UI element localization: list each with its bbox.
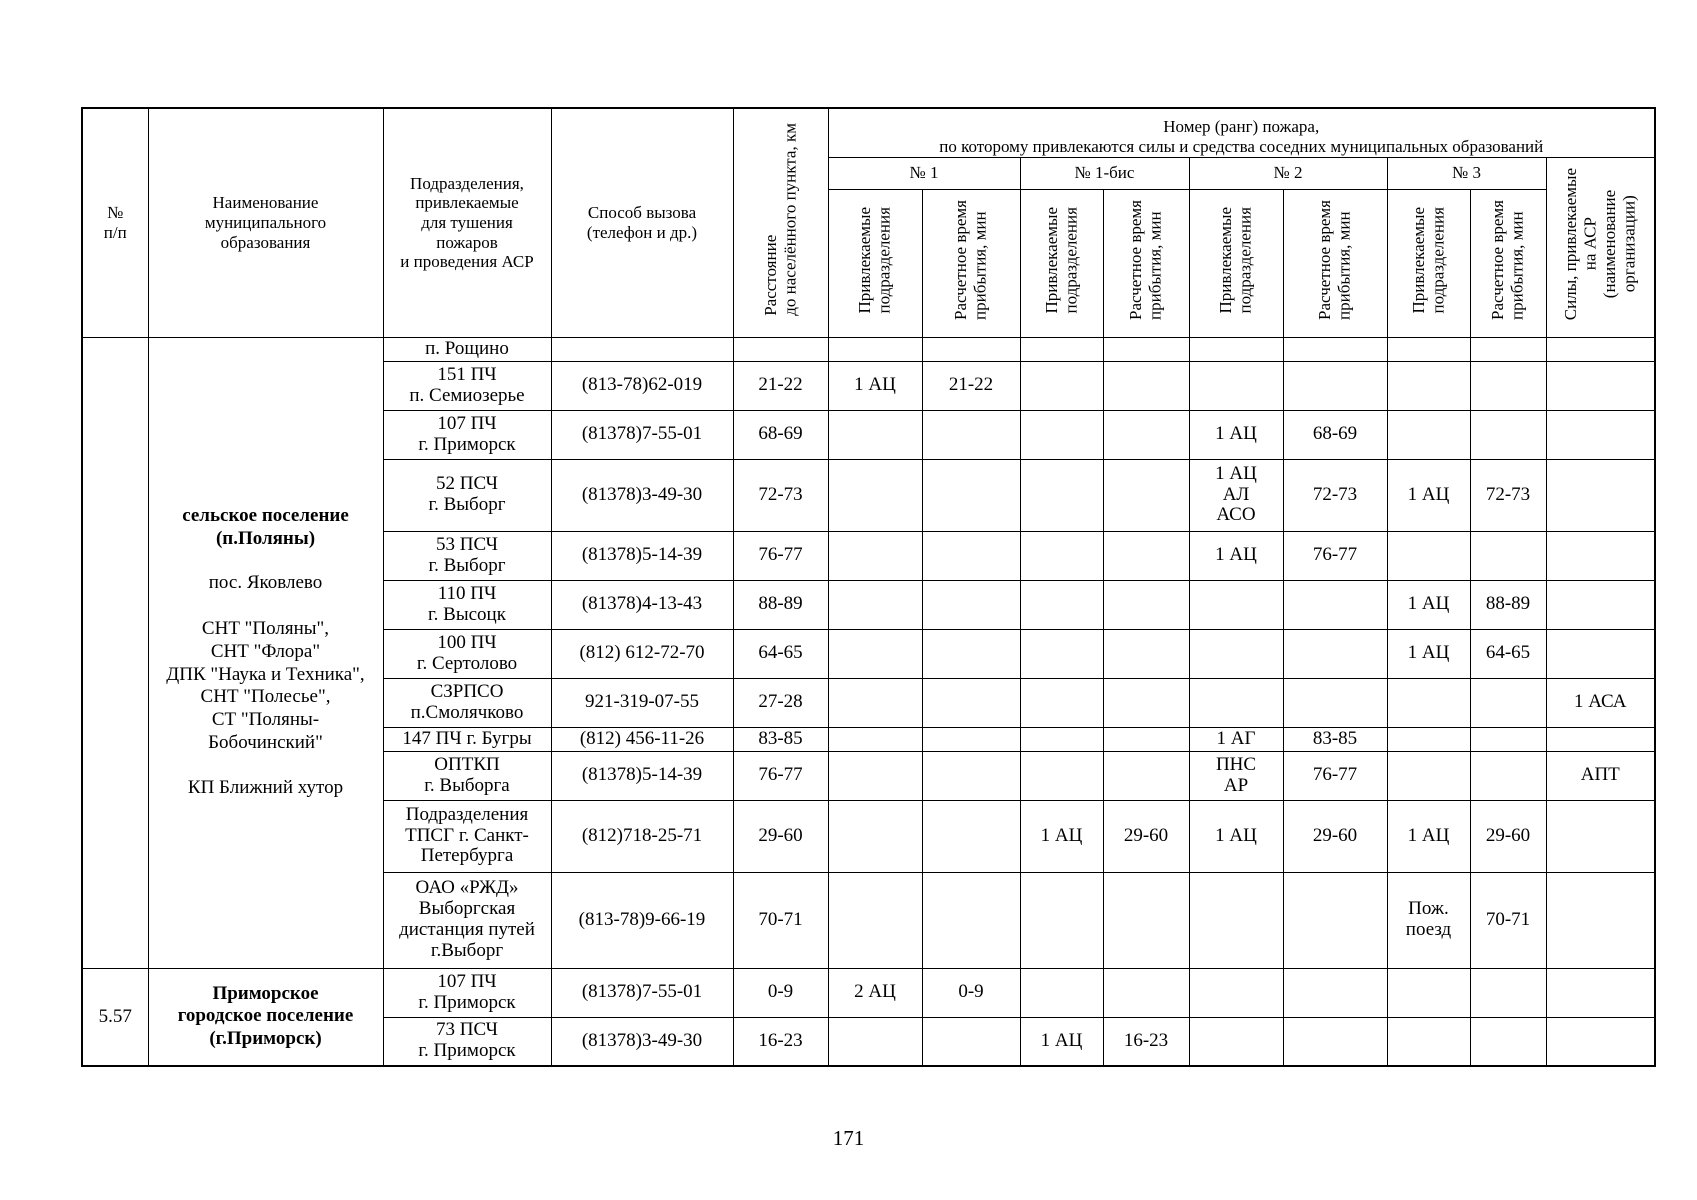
- rank1bis-units-cell: [1020, 531, 1103, 580]
- rank2-units-cell: ПНС АР: [1189, 751, 1283, 800]
- distance-cell: 27-28: [733, 678, 828, 727]
- rank1bis-time-cell: [1103, 531, 1189, 580]
- rank3-units-cell: [1387, 968, 1470, 1017]
- unit-cell: ОПТКП г. Выборга: [383, 751, 551, 800]
- unit-cell: 147 ПЧ г. Бугры: [383, 727, 551, 751]
- rank2-units-cell: [1189, 968, 1283, 1017]
- rank1bis-time-cell: [1103, 751, 1189, 800]
- rank1bis-time-cell: 29-60: [1103, 800, 1189, 872]
- asr-forces-cell: [1546, 872, 1655, 968]
- asr-forces-cell: [1546, 580, 1655, 629]
- asr-forces-cell: [1546, 337, 1655, 361]
- rank3-units-cell: 1 АЦ: [1387, 629, 1470, 678]
- page-number: 171: [832, 1126, 865, 1150]
- rank3-time-cell: 29-60: [1470, 800, 1546, 872]
- rank1-units-cell: [828, 800, 922, 872]
- municipality-name: [148, 968, 383, 1066]
- settlements-list: пос. Яковлево СНТ "Поляны", СНТ "Флора" ДПК "Наука и Техника", СНТ "Полесье", СТ "Поляны- Бобочинский" КП Ближний хутор: [166, 572, 365, 799]
- phone-cell: (81378)3-49-30: [551, 1017, 733, 1066]
- header-r3-time: Расчетное время прибытия, мин: [1470, 189, 1546, 337]
- header-distance: Расстояние до населённого пункта, км: [733, 108, 828, 337]
- rank2-time-cell: [1283, 678, 1387, 727]
- rank1bis-time-cell: [1103, 361, 1189, 410]
- phone-cell: (81378)4-13-43: [551, 580, 733, 629]
- rank1-time-cell: [922, 872, 1020, 968]
- rank1-units-cell: 2 АЦ: [828, 968, 922, 1017]
- distance-cell: 16-23: [733, 1017, 828, 1066]
- rank1-units-cell: [828, 337, 922, 361]
- rank3-units-cell: [1387, 410, 1470, 459]
- phone-cell: (81378)7-55-01: [551, 968, 733, 1017]
- rank2-units-cell: [1189, 1017, 1283, 1066]
- rank1bis-time-cell: [1103, 459, 1189, 531]
- rank3-units-cell: [1387, 678, 1470, 727]
- rank1-time-cell: [922, 629, 1020, 678]
- distance-cell: 70-71: [733, 872, 828, 968]
- rank1-time-cell: [922, 751, 1020, 800]
- rank1bis-time-cell: 16-23: [1103, 1017, 1189, 1066]
- rank1bis-units-cell: 1 АЦ: [1020, 1017, 1103, 1066]
- rank3-time-cell: [1470, 1017, 1546, 1066]
- rank2-units-cell: [1189, 872, 1283, 968]
- rank1-time-cell: [922, 337, 1020, 361]
- rank3-units-cell: 1 АЦ: [1387, 800, 1470, 872]
- rank3-time-cell: [1470, 531, 1546, 580]
- rank2-time-cell: 76-77: [1283, 531, 1387, 580]
- rank3-units-cell: [1387, 337, 1470, 361]
- rank3-time-cell: [1470, 968, 1546, 1017]
- municipality-title: сельское поселение (п.Поляны): [182, 504, 349, 549]
- rank1bis-time-cell: [1103, 580, 1189, 629]
- rank3-time-cell: [1470, 361, 1546, 410]
- rank1-units-cell: [828, 751, 922, 800]
- rank3-time-cell: [1470, 751, 1546, 800]
- rank1bis-time-cell: [1103, 337, 1189, 361]
- rank1bis-units-cell: [1020, 678, 1103, 727]
- rank1bis-units-cell: [1020, 459, 1103, 531]
- rank1-units-cell: [828, 410, 922, 459]
- rank1bis-units-cell: [1020, 361, 1103, 410]
- rank2-units-cell: [1189, 678, 1283, 727]
- asr-forces-cell: [1546, 361, 1655, 410]
- header-rank-2: № 2: [1189, 157, 1387, 189]
- rank1-units-cell: [828, 872, 922, 968]
- asr-forces-cell: АПТ: [1546, 751, 1655, 800]
- phone-cell: 921-319-07-55: [551, 678, 733, 727]
- phone-cell: (81378)7-55-01: [551, 410, 733, 459]
- rank1-time-cell: [922, 678, 1020, 727]
- rank2-time-cell: 68-69: [1283, 410, 1387, 459]
- rank3-units-cell: [1387, 751, 1470, 800]
- rank3-time-cell: 64-65: [1470, 629, 1546, 678]
- phone-cell: (813-78)62-019: [551, 361, 733, 410]
- rank1bis-time-cell: [1103, 968, 1189, 1017]
- rank3-time-cell: 72-73: [1470, 459, 1546, 531]
- rank1-time-cell: [922, 1017, 1020, 1066]
- rank2-units-cell: 1 АГ: [1189, 727, 1283, 751]
- rank1-time-cell: [922, 727, 1020, 751]
- rank2-time-cell: 83-85: [1283, 727, 1387, 751]
- unit-cell: 110 ПЧ г. Высоцк: [383, 580, 551, 629]
- unit-cell: ОАО «РЖД» Выборгская дистанция путей г.Выборг: [383, 872, 551, 968]
- distance-cell: 29-60: [733, 800, 828, 872]
- rank3-units-cell: 1 АЦ: [1387, 580, 1470, 629]
- distance-cell: 68-69: [733, 410, 828, 459]
- rank1-units-cell: 1 АЦ: [828, 361, 922, 410]
- distance-cell: 0-9: [733, 968, 828, 1017]
- rank1-units-cell: [828, 531, 922, 580]
- distance-cell: 21-22: [733, 361, 828, 410]
- rank1-units-cell: [828, 1017, 922, 1066]
- unit-cell: СЗРПСО п.Смолячково: [383, 678, 551, 727]
- unit-cell: Подразделения ТПСГ г. Санкт- Петербурга: [383, 800, 551, 872]
- asr-forces-cell: [1546, 459, 1655, 531]
- rank1bis-units-cell: [1020, 337, 1103, 361]
- asr-forces-cell: [1546, 531, 1655, 580]
- rank1bis-units-cell: [1020, 410, 1103, 459]
- rank3-units-cell: [1387, 727, 1470, 751]
- distance-cell: 83-85: [733, 727, 828, 751]
- header-asr-forces: Силы, привлекаемые на АСР (наименование организации): [1546, 157, 1655, 337]
- header-r2-units: Привлекаемые подразделения: [1189, 189, 1283, 337]
- rank1-units-cell: [828, 459, 922, 531]
- unit-cell: 107 ПЧ г. Приморск: [383, 968, 551, 1017]
- header-r3-units: Привлекаемые подразделения: [1387, 189, 1470, 337]
- rank2-time-cell: 72-73: [1283, 459, 1387, 531]
- rank1-units-cell: [828, 678, 922, 727]
- phone-cell: (812) 612-72-70: [551, 629, 733, 678]
- rank3-time-cell: [1470, 337, 1546, 361]
- rank1bis-units-cell: [1020, 872, 1103, 968]
- rank2-time-cell: [1283, 337, 1387, 361]
- rank2-time-cell: [1283, 872, 1387, 968]
- rank2-time-cell: [1283, 361, 1387, 410]
- rank3-units-cell: [1387, 361, 1470, 410]
- rank3-units-cell: [1387, 1017, 1470, 1066]
- rank1bis-time-cell: [1103, 678, 1189, 727]
- header-r1bis-units: Привлекаемые подразделения: [1020, 189, 1103, 337]
- rank1-units-cell: [828, 629, 922, 678]
- asr-forces-cell: [1546, 800, 1655, 872]
- rank1-time-cell: [922, 459, 1020, 531]
- distance-cell: [733, 337, 828, 361]
- rank1bis-time-cell: [1103, 872, 1189, 968]
- header-r1bis-time: Расчетное время прибытия, мин: [1103, 189, 1189, 337]
- municipality-name: [148, 337, 383, 968]
- rank3-time-cell: 88-89: [1470, 580, 1546, 629]
- rank2-units-cell: 1 АЦ: [1189, 531, 1283, 580]
- rank1bis-units-cell: [1020, 629, 1103, 678]
- distance-cell: 72-73: [733, 459, 828, 531]
- rank2-time-cell: 76-77: [1283, 751, 1387, 800]
- municipality-title: Приморское городское поселение (г.Приморск): [177, 982, 354, 1050]
- rank2-time-cell: 29-60: [1283, 800, 1387, 872]
- header-num: № п/п: [82, 108, 148, 337]
- table-row: [82, 968, 1655, 1017]
- rank1-units-cell: [828, 580, 922, 629]
- rank3-units-cell: [1387, 531, 1470, 580]
- rank2-units-cell: [1189, 580, 1283, 629]
- phone-cell: (81378)5-14-39: [551, 751, 733, 800]
- rank2-time-cell: [1283, 629, 1387, 678]
- asr-forces-cell: [1546, 410, 1655, 459]
- header-name: Наименование муниципального образования: [148, 108, 383, 337]
- distance-cell: 64-65: [733, 629, 828, 678]
- phone-cell: (812)718-25-71: [551, 800, 733, 872]
- rank1bis-units-cell: [1020, 751, 1103, 800]
- header-rank-group: Номер (ранг) пожара, по которому привлекаются силы и средства соседних муниципальных образований: [828, 108, 1655, 157]
- phone-cell: (81378)3-49-30: [551, 459, 733, 531]
- rank1-units-cell: [828, 727, 922, 751]
- phone-cell: (813-78)9-66-19: [551, 872, 733, 968]
- rank2-units-cell: [1189, 337, 1283, 361]
- unit-cell: 107 ПЧ г. Приморск: [383, 410, 551, 459]
- asr-forces-cell: 1 АСА: [1546, 678, 1655, 727]
- rank2-time-cell: [1283, 968, 1387, 1017]
- rank2-units-cell: 1 АЦ: [1189, 800, 1283, 872]
- rank3-time-cell: 70-71: [1470, 872, 1546, 968]
- rank2-time-cell: [1283, 1017, 1387, 1066]
- table-body: [82, 337, 1655, 1066]
- rank1-time-cell: 0-9: [922, 968, 1020, 1017]
- rank3-units-cell: Пож. поезд: [1387, 872, 1470, 968]
- unit-cell: 53 ПСЧ г. Выборг: [383, 531, 551, 580]
- asr-forces-cell: [1546, 629, 1655, 678]
- unit-cell: п. Рощино: [383, 337, 551, 361]
- phone-cell: (81378)5-14-39: [551, 531, 733, 580]
- header-rank-3: № 3: [1387, 157, 1546, 189]
- rank2-time-cell: [1283, 580, 1387, 629]
- rank1bis-units-cell: 1 АЦ: [1020, 800, 1103, 872]
- rank3-units-cell: 1 АЦ: [1387, 459, 1470, 531]
- phone-cell: [551, 337, 733, 361]
- rank1-time-cell: [922, 580, 1020, 629]
- header-rank-1: № 1: [828, 157, 1020, 189]
- rank1bis-time-cell: [1103, 629, 1189, 678]
- unit-cell: 100 ПЧ г. Сертолово: [383, 629, 551, 678]
- distance-cell: 76-77: [733, 531, 828, 580]
- rank1bis-time-cell: [1103, 727, 1189, 751]
- rank2-units-cell: [1189, 361, 1283, 410]
- rank3-time-cell: [1470, 410, 1546, 459]
- table-row: [82, 337, 1655, 361]
- rank1bis-units-cell: [1020, 580, 1103, 629]
- rank2-units-cell: 1 АЦ: [1189, 410, 1283, 459]
- header-rank-1bis: № 1-бис: [1020, 157, 1189, 189]
- header-r1-units: Привлекаемые подразделения: [828, 189, 922, 337]
- distance-cell: 88-89: [733, 580, 828, 629]
- unit-cell: 151 ПЧ п. Семиозерье: [383, 361, 551, 410]
- rank2-units-cell: 1 АЦ АЛ АСО: [1189, 459, 1283, 531]
- unit-cell: 52 ПСЧ г. Выборг: [383, 459, 551, 531]
- rank1-time-cell: [922, 800, 1020, 872]
- row-number: [82, 337, 148, 968]
- header-units: Подразделения, привлекаемые для тушения пожаров и проведения АСР: [383, 108, 551, 337]
- header-r1-time: Расчетное время прибытия, мин: [922, 189, 1020, 337]
- rank1bis-units-cell: [1020, 968, 1103, 1017]
- asr-forces-cell: [1546, 1017, 1655, 1066]
- rank3-time-cell: [1470, 678, 1546, 727]
- rank2-units-cell: [1189, 629, 1283, 678]
- distance-cell: 76-77: [733, 751, 828, 800]
- fire-forces-table: [81, 107, 1656, 1067]
- rank1-time-cell: [922, 531, 1020, 580]
- header-r2-time: Расчетное время прибытия, мин: [1283, 189, 1387, 337]
- asr-forces-cell: [1546, 727, 1655, 751]
- header-call-method: Способ вызова (телефон и др.): [551, 108, 733, 337]
- phone-cell: (812) 456-11-26: [551, 727, 733, 751]
- asr-forces-cell: [1546, 968, 1655, 1017]
- rank1bis-time-cell: [1103, 410, 1189, 459]
- rank1-time-cell: 21-22: [922, 361, 1020, 410]
- rank1-time-cell: [922, 410, 1020, 459]
- unit-cell: 73 ПСЧ г. Приморск: [383, 1017, 551, 1066]
- rank1bis-units-cell: [1020, 727, 1103, 751]
- row-number: 5.57: [82, 968, 148, 1066]
- rank3-time-cell: [1470, 727, 1546, 751]
